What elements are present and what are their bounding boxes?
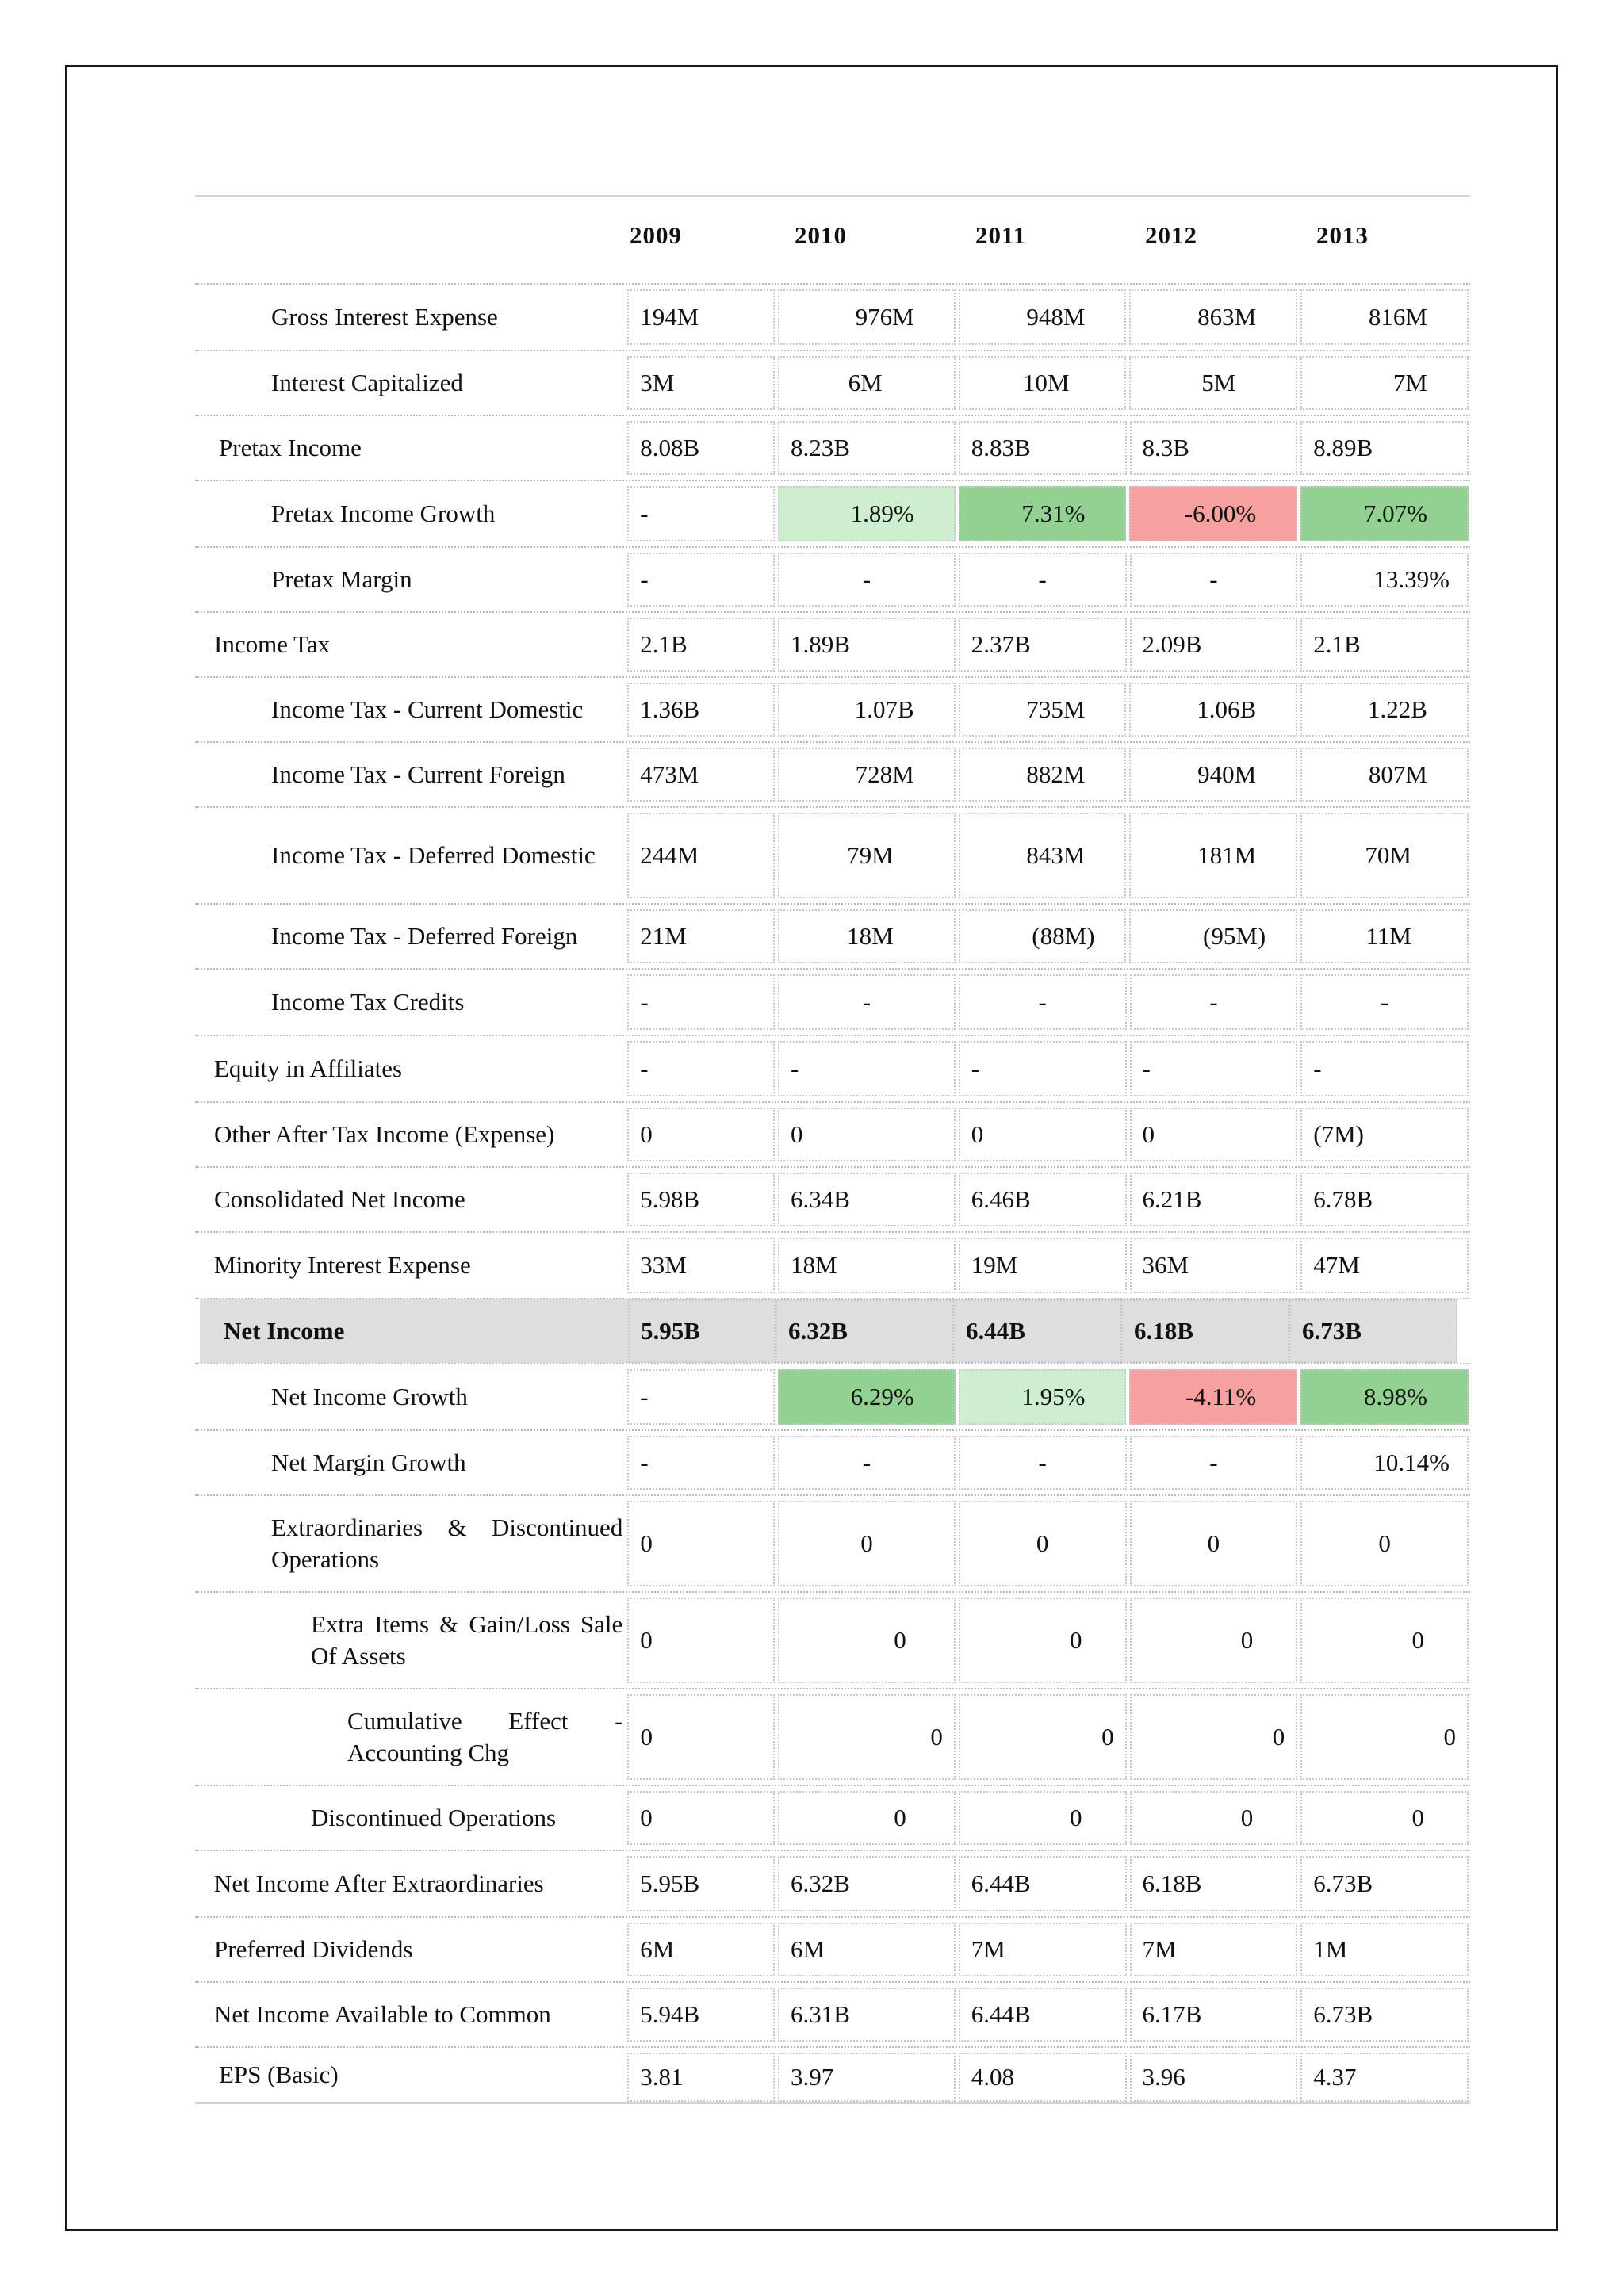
table-row bbox=[195, 1233, 1470, 1299]
value-cell: - bbox=[627, 553, 775, 607]
net-income-row bbox=[195, 1299, 1470, 1364]
value-cell: 181M bbox=[1129, 813, 1297, 898]
value-cell: 0 bbox=[627, 1108, 775, 1161]
table-row bbox=[195, 743, 1470, 808]
row-label: Equity in Affiliates bbox=[214, 1054, 403, 1082]
growth-cell-negative: -4.11% bbox=[1129, 1369, 1297, 1425]
value-cell: - bbox=[778, 553, 956, 607]
value-cell: 2.09B bbox=[1130, 618, 1298, 672]
table-row bbox=[195, 1036, 1470, 1103]
value-cell: - bbox=[627, 1436, 775, 1490]
value-cell: (88M) bbox=[959, 909, 1127, 963]
row-label: Net Margin Growth bbox=[271, 1448, 466, 1476]
table-row bbox=[195, 1364, 1470, 1431]
value-cell: 6.44B bbox=[959, 1856, 1127, 1911]
value-cell: 0 bbox=[1300, 1791, 1469, 1845]
value-cell: 2.37B bbox=[959, 618, 1127, 672]
value-cell: 47M bbox=[1300, 1238, 1469, 1293]
value-cell: 6.21B bbox=[1130, 1173, 1298, 1226]
value-cell: 6.73B bbox=[1300, 1856, 1469, 1911]
row-label: Income Tax bbox=[214, 630, 331, 658]
table-row bbox=[195, 1103, 1470, 1168]
value-cell: (7M) bbox=[1300, 1108, 1469, 1161]
value-cell: - bbox=[627, 1369, 775, 1425]
value-cell: - bbox=[778, 1041, 956, 1096]
value-cell: 0 bbox=[627, 1598, 775, 1683]
value-cell: 7M bbox=[959, 1923, 1127, 1976]
value-cell: 0 bbox=[1130, 1694, 1298, 1780]
value-cell: 2.1B bbox=[627, 618, 775, 672]
value-cell: 0 bbox=[1300, 1501, 1469, 1586]
value-cell: 3.96 bbox=[1130, 2053, 1298, 2102]
value-cell: 5.95B bbox=[628, 1299, 776, 1363]
value-cell: - bbox=[1130, 1041, 1298, 1096]
value-cell: 948M bbox=[959, 289, 1127, 345]
row-label-text: Extraordinaries & Discontinued Operations bbox=[271, 1513, 623, 1573]
value-cell: 7M bbox=[1130, 1923, 1298, 1976]
row-label-text: Cumulative Effect - Accounting Chg bbox=[347, 1707, 623, 1766]
value-cell: 6.17B bbox=[1130, 1988, 1298, 2042]
row-label bbox=[195, 808, 627, 903]
year-header: 2011 bbox=[975, 221, 1027, 249]
value-cell: - bbox=[778, 974, 956, 1030]
value-cell: 0 bbox=[627, 1501, 775, 1586]
value-cell: 6.32B bbox=[778, 1856, 956, 1911]
row-label: Pretax Income Growth bbox=[271, 499, 496, 527]
row-label: Consolidated Net Income bbox=[214, 1185, 465, 1213]
row-label: Preferred Dividends bbox=[214, 1935, 413, 1963]
value-cell: 728M bbox=[778, 748, 956, 802]
growth-cell-positive: 1.89% bbox=[778, 486, 956, 541]
value-cell: 18M bbox=[778, 1238, 956, 1293]
value-cell: 0 bbox=[778, 1694, 956, 1780]
income-statement-table bbox=[195, 195, 1470, 2104]
table-row bbox=[195, 678, 1470, 743]
value-cell: 6.44B bbox=[959, 1988, 1127, 2042]
table-row bbox=[195, 416, 1470, 481]
value-cell: 6.34B bbox=[778, 1173, 956, 1226]
row-label: Net Income Available to Common bbox=[214, 2000, 551, 2028]
value-cell: 8.89B bbox=[1300, 421, 1469, 475]
value-cell: 6.78B bbox=[1300, 1173, 1469, 1226]
value-cell: 11M bbox=[1300, 909, 1469, 963]
growth-cell-negative: -6.00% bbox=[1129, 486, 1297, 541]
value-cell: 863M bbox=[1129, 289, 1297, 345]
table-row bbox=[195, 1851, 1470, 1918]
row-label: Pretax Margin bbox=[271, 565, 412, 593]
value-cell: - bbox=[1300, 974, 1469, 1030]
value-cell: - bbox=[627, 1041, 775, 1096]
row-label: EPS (Basic) bbox=[219, 2061, 339, 2088]
value-cell: 940M bbox=[1129, 748, 1297, 802]
table-row bbox=[195, 285, 1470, 351]
value-cell: 3.81 bbox=[627, 2053, 775, 2102]
table-row bbox=[195, 1496, 1470, 1593]
table-row bbox=[195, 905, 1470, 970]
year-header: 2013 bbox=[1316, 221, 1369, 249]
value-cell: 4.08 bbox=[959, 2053, 1127, 2102]
row-label: Net Income bbox=[200, 1299, 628, 1363]
value-cell: 0 bbox=[778, 1598, 956, 1683]
value-cell: 3M bbox=[627, 356, 775, 410]
value-cell: 0 bbox=[1300, 1694, 1469, 1780]
value-cell: 843M bbox=[959, 813, 1127, 898]
value-cell: 18M bbox=[778, 909, 956, 963]
row-label: Gross Interest Expense bbox=[271, 303, 498, 331]
value-cell: 0 bbox=[1130, 1108, 1298, 1161]
table-row bbox=[195, 808, 1470, 905]
value-cell: 0 bbox=[1130, 1791, 1298, 1845]
row-label: Income Tax - Current Domestic bbox=[271, 695, 584, 723]
value-cell: 473M bbox=[627, 748, 775, 802]
value-cell: 6.18B bbox=[1121, 1299, 1289, 1363]
value-cell: 0 bbox=[778, 1108, 956, 1161]
year-header: 2009 bbox=[630, 221, 682, 249]
value-cell: 1.36B bbox=[627, 683, 775, 737]
value-cell: 0 bbox=[959, 1108, 1127, 1161]
value-cell: 5.98B bbox=[627, 1173, 775, 1226]
value-cell: 0 bbox=[627, 1694, 775, 1780]
value-cell: 6M bbox=[778, 1923, 956, 1976]
growth-cell-positive: 1.95% bbox=[959, 1369, 1127, 1425]
row-label bbox=[195, 1689, 627, 1785]
value-cell: 0 bbox=[778, 1791, 956, 1845]
value-cell: 8.3B bbox=[1130, 421, 1298, 475]
value-cell: 6M bbox=[627, 1923, 775, 1976]
row-label-text: Income Tax - Deferred Domestic bbox=[271, 841, 596, 869]
value-cell: 6M bbox=[778, 356, 956, 410]
row-label: Income Tax - Deferred Foreign bbox=[271, 922, 578, 950]
value-cell: 0 bbox=[1300, 1598, 1469, 1683]
value-cell: - bbox=[778, 1436, 956, 1490]
value-cell: 882M bbox=[959, 748, 1127, 802]
row-label: Net Income Growth bbox=[271, 1383, 468, 1410]
table-row bbox=[195, 1431, 1470, 1496]
value-cell: 0 bbox=[959, 1598, 1127, 1683]
table-row bbox=[195, 613, 1470, 678]
value-cell: 1.22B bbox=[1300, 683, 1469, 737]
value-cell: 6.18B bbox=[1130, 1856, 1298, 1911]
value-cell: - bbox=[959, 1436, 1127, 1490]
value-cell: 3.97 bbox=[778, 2053, 956, 2102]
value-cell: 194M bbox=[627, 289, 775, 345]
value-cell: 79M bbox=[778, 813, 956, 898]
value-cell: 5.95B bbox=[627, 1856, 775, 1911]
value-cell: 976M bbox=[778, 289, 956, 345]
value-cell: 36M bbox=[1130, 1238, 1298, 1293]
table-row bbox=[195, 970, 1470, 1036]
value-cell: - bbox=[627, 486, 775, 541]
value-cell: 10M bbox=[959, 356, 1127, 410]
row-label: Interest Capitalized bbox=[271, 369, 463, 396]
value-cell: 0 bbox=[778, 1501, 956, 1586]
value-cell: 2.1B bbox=[1300, 618, 1469, 672]
value-cell: 6.46B bbox=[959, 1173, 1127, 1226]
value-cell: - bbox=[959, 1041, 1127, 1096]
value-cell: 6.31B bbox=[778, 1988, 956, 2042]
row-label: Minority Interest Expense bbox=[214, 1251, 471, 1279]
row-label-text: Extra Items & Gain/Loss Sale Of Assets bbox=[311, 1610, 623, 1670]
table-row bbox=[195, 1593, 1470, 1689]
value-cell: 7M bbox=[1300, 356, 1469, 410]
value-cell: 735M bbox=[959, 683, 1127, 737]
value-cell: 5.94B bbox=[627, 1988, 775, 2042]
value-cell: 6.32B bbox=[776, 1299, 953, 1363]
table-row bbox=[195, 1918, 1470, 1983]
value-cell: 21M bbox=[627, 909, 775, 963]
table-row bbox=[195, 1786, 1470, 1851]
year-header: 2012 bbox=[1145, 221, 1197, 249]
value-cell: (95M) bbox=[1129, 909, 1297, 963]
growth-cell-positive: 7.07% bbox=[1300, 486, 1469, 541]
value-cell: 0 bbox=[1130, 1501, 1298, 1586]
value-cell: - bbox=[627, 974, 775, 1030]
value-cell: - bbox=[1300, 1041, 1469, 1096]
growth-cell-positive: 7.31% bbox=[959, 486, 1127, 541]
value-cell: 244M bbox=[627, 813, 775, 898]
value-cell: 1M bbox=[1300, 1923, 1469, 1976]
table-row bbox=[195, 548, 1470, 613]
row-label: Discontinued Operations bbox=[311, 1804, 557, 1831]
table-row bbox=[195, 1689, 1470, 1786]
value-cell: 6.73B bbox=[1289, 1299, 1457, 1363]
value-cell: 5M bbox=[1129, 356, 1297, 410]
value-cell: 1.89B bbox=[778, 618, 956, 672]
value-cell: 6.73B bbox=[1300, 1988, 1469, 2042]
value-cell: - bbox=[959, 974, 1127, 1030]
growth-cell-positive: 8.98% bbox=[1300, 1369, 1469, 1425]
value-cell: 0 bbox=[627, 1791, 775, 1845]
value-cell: 0 bbox=[959, 1694, 1127, 1780]
row-label: Net Income After Extraordinaries bbox=[214, 1869, 544, 1897]
table-row bbox=[195, 1983, 1470, 2048]
growth-cell-positive: 6.29% bbox=[778, 1369, 956, 1425]
table-row bbox=[195, 481, 1470, 548]
value-cell: - bbox=[1130, 974, 1298, 1030]
value-cell: 0 bbox=[959, 1791, 1127, 1845]
value-cell: 19M bbox=[959, 1238, 1127, 1293]
value-cell: 0 bbox=[959, 1501, 1127, 1586]
value-cell: 4.37 bbox=[1300, 2053, 1469, 2102]
year-header: 2010 bbox=[795, 221, 847, 249]
value-cell: 8.83B bbox=[959, 421, 1127, 475]
value-cell: 10.14% bbox=[1300, 1436, 1469, 1490]
table-row bbox=[195, 351, 1470, 416]
value-cell: 0 bbox=[1130, 1598, 1298, 1683]
value-cell: - bbox=[959, 553, 1127, 607]
value-cell: 33M bbox=[627, 1238, 775, 1293]
value-cell: 6.44B bbox=[953, 1299, 1121, 1363]
row-label: Pretax Income bbox=[219, 434, 362, 461]
value-cell: 70M bbox=[1300, 813, 1469, 898]
row-label: Income Tax - Current Foreign bbox=[271, 760, 565, 788]
table-row bbox=[195, 2048, 1470, 2104]
row-label: Other After Tax Income (Expense) bbox=[214, 1120, 555, 1148]
value-cell: 1.07B bbox=[778, 683, 956, 737]
value-cell: - bbox=[1130, 1436, 1298, 1490]
value-cell: 807M bbox=[1300, 748, 1469, 802]
table-row bbox=[195, 1168, 1470, 1233]
value-cell: 13.39% bbox=[1300, 553, 1469, 607]
value-cell: - bbox=[1130, 553, 1298, 607]
value-cell: 1.06B bbox=[1129, 683, 1297, 737]
value-cell: 816M bbox=[1300, 289, 1469, 345]
row-label bbox=[195, 1496, 627, 1591]
value-cell: 8.23B bbox=[778, 421, 956, 475]
row-label bbox=[195, 1593, 627, 1688]
row-label: Income Tax Credits bbox=[271, 988, 465, 1016]
value-cell: 8.08B bbox=[627, 421, 775, 475]
year-header-row bbox=[195, 195, 1470, 285]
